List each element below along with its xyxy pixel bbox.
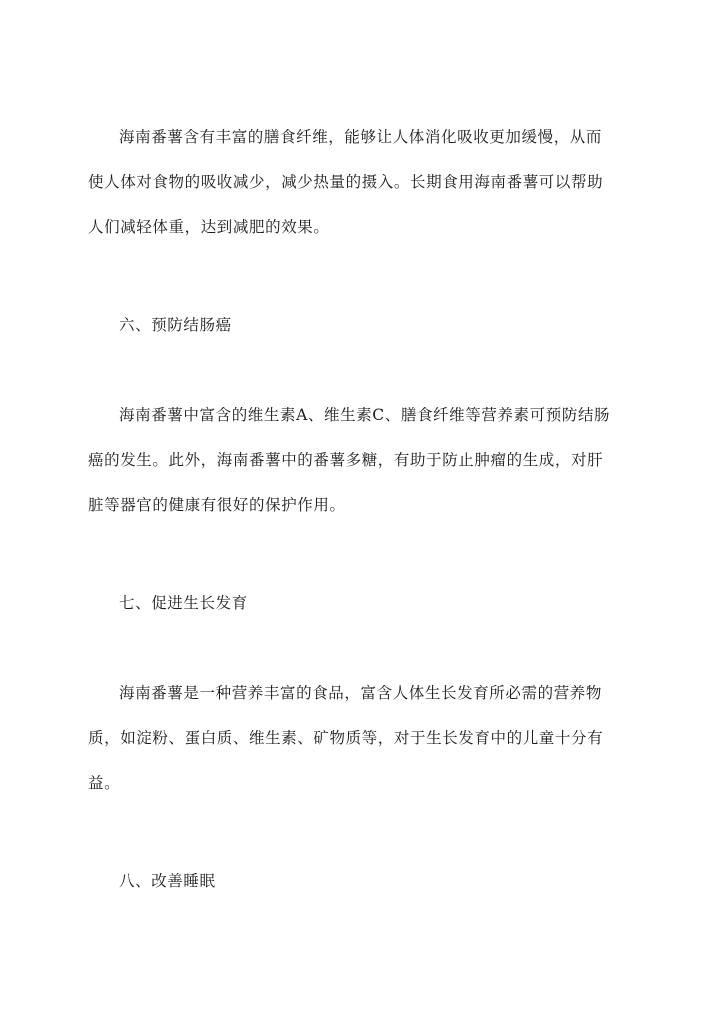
paragraph-line: 海南番薯中富含的维生素A、维生素C、膳食纤维等营养素可预防结肠: [119, 406, 611, 424]
section-heading-7: 七、促进生长发育: [119, 594, 248, 612]
paragraph-colon-cancer: [88, 393, 636, 528]
paragraph-line: 人们减轻体重，达到减肥的效果。: [88, 218, 330, 236]
paragraph-line: 益。: [88, 774, 121, 792]
section-heading-6: 六、预防结肠癌: [119, 316, 232, 334]
paragraph-line: 海南番薯含有丰富的膳食纤维，能够让人体消化吸收更加缓慢，从而: [119, 128, 603, 146]
paragraph-growth: [88, 671, 636, 806]
section-heading-8: 八、改善睡眠: [119, 872, 216, 890]
paragraph-line: 海南番薯是一种营养丰富的食品，富含人体生长发育所必需的营养物: [119, 684, 603, 702]
paragraph-line: 质，如淀粉、蛋白质、维生素、矿物质等，对于生长发育中的儿童十分有: [88, 729, 604, 747]
paragraph-weight-loss: [88, 115, 636, 250]
paragraph-line: 癌的发生。此外，海南番薯中的番薯多糖，有助于防止肿瘤的生成，对肝: [88, 451, 604, 469]
paragraph-line: 使人体对食物的吸收减少，减少热量的摄入。长期食用海南番薯可以帮助: [88, 173, 604, 191]
paragraph-line: 脏等器官的健康有很好的保护作用。: [88, 496, 346, 514]
